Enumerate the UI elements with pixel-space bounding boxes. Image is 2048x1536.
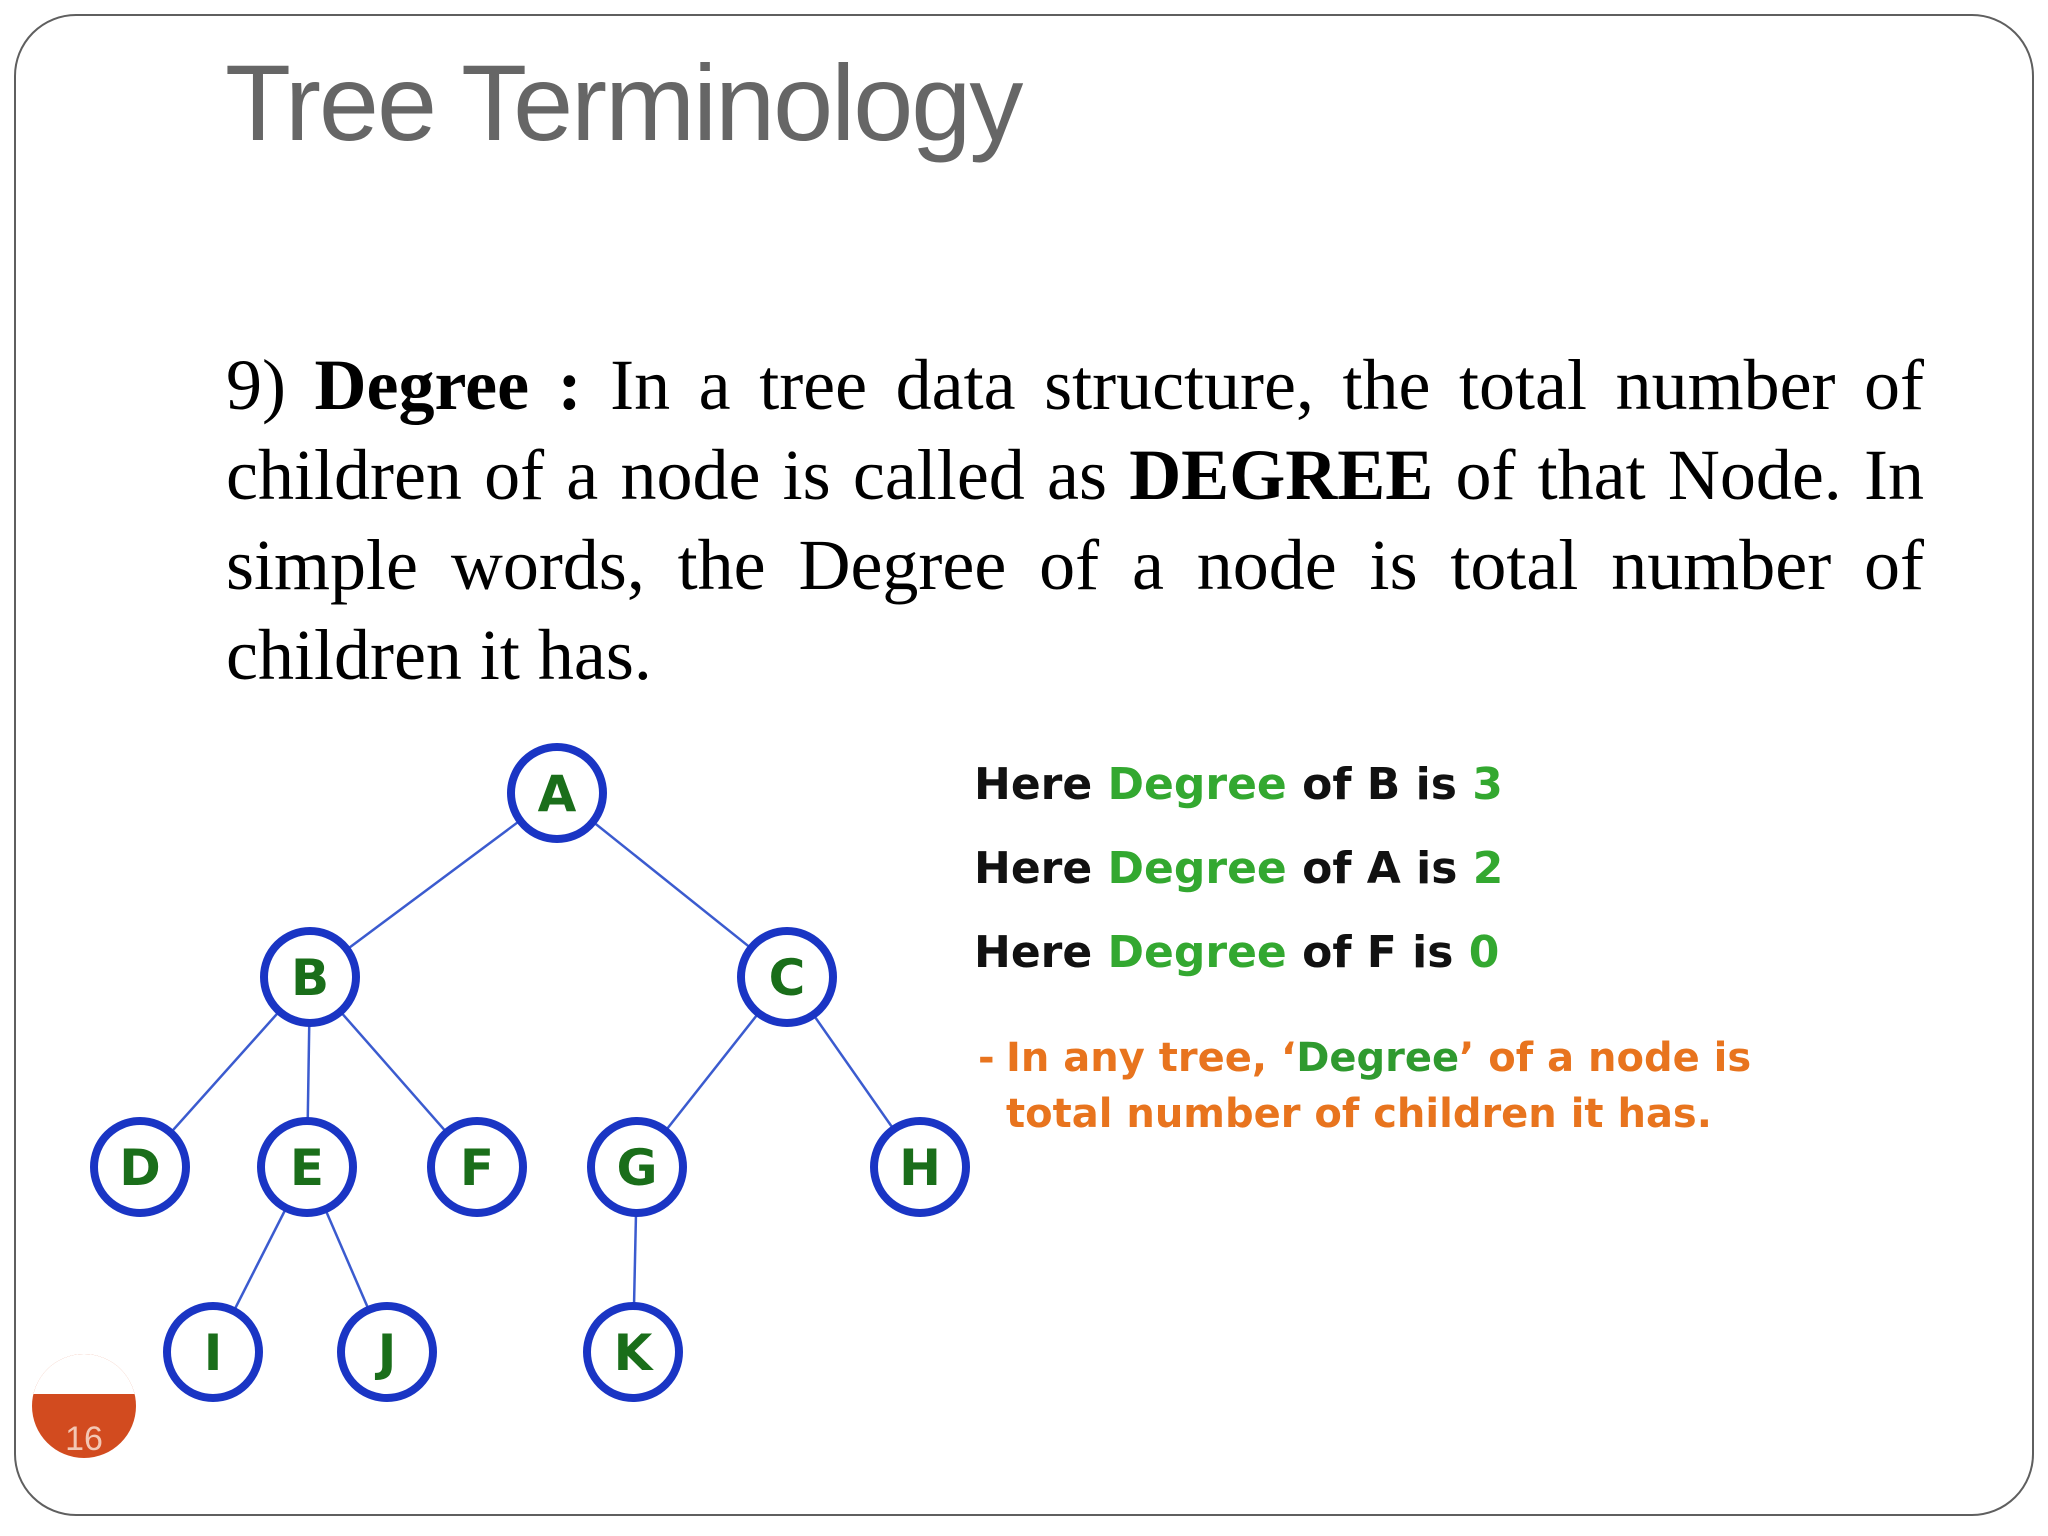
note-term: Degree: [1296, 1035, 1460, 1081]
fact-prefix: Here: [974, 759, 1108, 810]
tree-node-a: [511, 747, 603, 839]
fact-value: 0: [1468, 927, 1500, 978]
node-label: F: [459, 1139, 495, 1197]
definition-paragraph: [226, 340, 1924, 700]
degree-example-a: [974, 839, 1503, 923]
tree-node-i: [167, 1306, 259, 1398]
badge-mask: [32, 1354, 136, 1394]
fact-term: Degree: [1107, 759, 1287, 810]
slide-title: Tree Terminology: [225, 42, 1022, 163]
definition-text-1: In a tree data structure, the total number of children of a node is called as: [226, 345, 1925, 515]
node-label: G: [616, 1139, 658, 1197]
node-label: D: [119, 1139, 161, 1197]
node-label: A: [537, 765, 577, 823]
node-label: E: [289, 1139, 325, 1197]
degree-example-f: [974, 923, 1503, 1007]
node-label: B: [290, 949, 330, 1007]
definition-text-2: of that Node. In simple words, the Degree of a node is total number of children it has.: [226, 435, 1925, 695]
fact-prefix: Here: [974, 843, 1108, 894]
fact-middle: of A is: [1286, 843, 1473, 894]
note-after: ’ of a node is total number of children it has.: [1006, 1035, 1752, 1137]
fact-prefix: Here: [974, 927, 1108, 978]
fact-middle: of B is: [1286, 759, 1473, 810]
tree-node-d: [94, 1121, 186, 1213]
fact-value: 3: [1472, 759, 1503, 810]
tree-edges: [140, 793, 920, 1352]
degree-example-b: [974, 755, 1503, 839]
node-label: I: [203, 1324, 223, 1382]
degree-examples: [974, 755, 1503, 1007]
fact-term: Degree: [1107, 843, 1287, 894]
tree-node-c: [741, 931, 833, 1023]
tree-node-j: [341, 1306, 433, 1398]
tree-diagram: [60, 730, 1000, 1430]
fact-term: Degree: [1107, 927, 1287, 978]
note-text: [978, 1030, 1858, 1142]
tree-node-b: [264, 931, 356, 1023]
tree-node-f: [431, 1121, 523, 1213]
note-before: In any tree, ‘: [1006, 1035, 1297, 1081]
node-label: J: [377, 1324, 397, 1382]
definition-term: Degree :: [314, 345, 582, 425]
page-number: 16: [65, 1420, 103, 1458]
fact-value: 2: [1472, 843, 1504, 894]
fact-middle: of F is: [1286, 927, 1469, 978]
tree-node-e: [261, 1121, 353, 1213]
tree-node-h: [874, 1121, 966, 1213]
tree-node-g: [591, 1121, 683, 1213]
node-label: C: [768, 949, 806, 1007]
node-label: H: [899, 1139, 941, 1197]
tree-node-k: [587, 1306, 679, 1398]
definition-emphasis: DEGREE: [1129, 435, 1434, 515]
note-dash: -: [978, 1035, 995, 1081]
node-label: K: [613, 1324, 653, 1382]
degree-note: [978, 1030, 1858, 1142]
definition-number: 9): [226, 345, 286, 425]
